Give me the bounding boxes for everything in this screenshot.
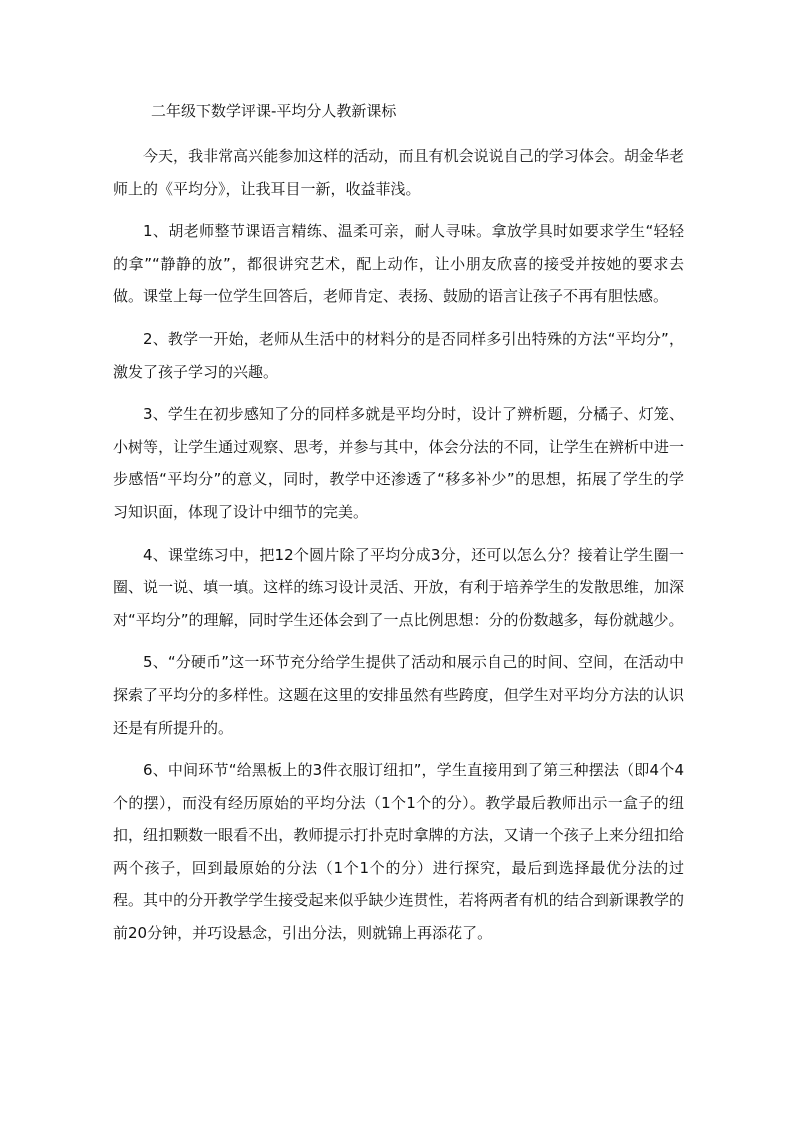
paragraph-point-6: 6、中间环节“给黑板上的3件衣服订纽扣”，学生直接用到了第三种摆法（即4个4个的摆），而没有经历原始的平均分法（1个1个的分）。教学最后教师出示一盒子的纽扣，纽扣颗数一眼看不出，教师提示打扑克时拿牌的方法，又请一个孩子上来分纽扣给两个孩子，回到最原始的分法（1个1个的分）进行探究，最后到选择最优分法的过程。其中的分开教学学生接受起来似乎缺少连贯性，若将两者有机的结合到新课教学的前20分钟，并巧设悬念，引出分法，则就锦上再添花了。 xyxy=(113,761,684,943)
paragraph-point-5: 5、“分硬币”这一环节充分给学生提供了活动和展示自己的时间、空间，在活动中探索了平均分的多样性。这题在这里的安排虽然有些跨度，但学生对平均分方法的认识还是有所提升的。 xyxy=(113,653,684,737)
paragraph-intro: 今天，我非常高兴能参加这样的活动，而且有机会说说自己的学习体会。胡金华老师上的《平均分》，让我耳目一新，收益菲浅。 xyxy=(113,147,684,198)
paragraph-point-1: 1、胡老师整节课语言精练、温柔可亲，耐人寻味。拿放学具时如要求学生“轻轻的拿”“静静的放”，都很讲究艺术，配上动作，让小朋友欣喜的接受并按她的要求去做。课堂上每一位学生回答后，老师肯定、表扬、鼓励的语言让孩子不再有胆怯感。 xyxy=(113,222,684,306)
paragraph-point-2: 2、教学一开始，老师从生活中的材料分的是否同样多引出特殊的方法“平均分”，激发了孩子学习的兴趣。 xyxy=(113,329,684,381)
paragraph-point-3: 3、学生在初步感知了分的同样多就是平均分时，设计了辨析题，分橘子、灯笼、小树等，让学生通过观察、思考，并参与其中，体会分法的不同，让学生在辨析中进一步感悟“平均分”的意义，同时，教学中还渗透了“移多补少”的思想，拓展了学生的学习知识面，体现了设计中细节的完美。 xyxy=(113,405,684,521)
document-title: 二年级下数学评课-平均分人教新课标 xyxy=(151,102,397,120)
paragraph-point-4: 4、课堂练习中，把12个圆片除了平均分成3分，还可以怎么分？接着让学生圈一圈、说一说、填一填。这样的练习设计灵活、开放，有利于培养学生的发散思维，加深对“平均分”的理解，同时学生还体会到了一点比例思想：分的份数越多，每份就越少。 xyxy=(113,545,684,629)
